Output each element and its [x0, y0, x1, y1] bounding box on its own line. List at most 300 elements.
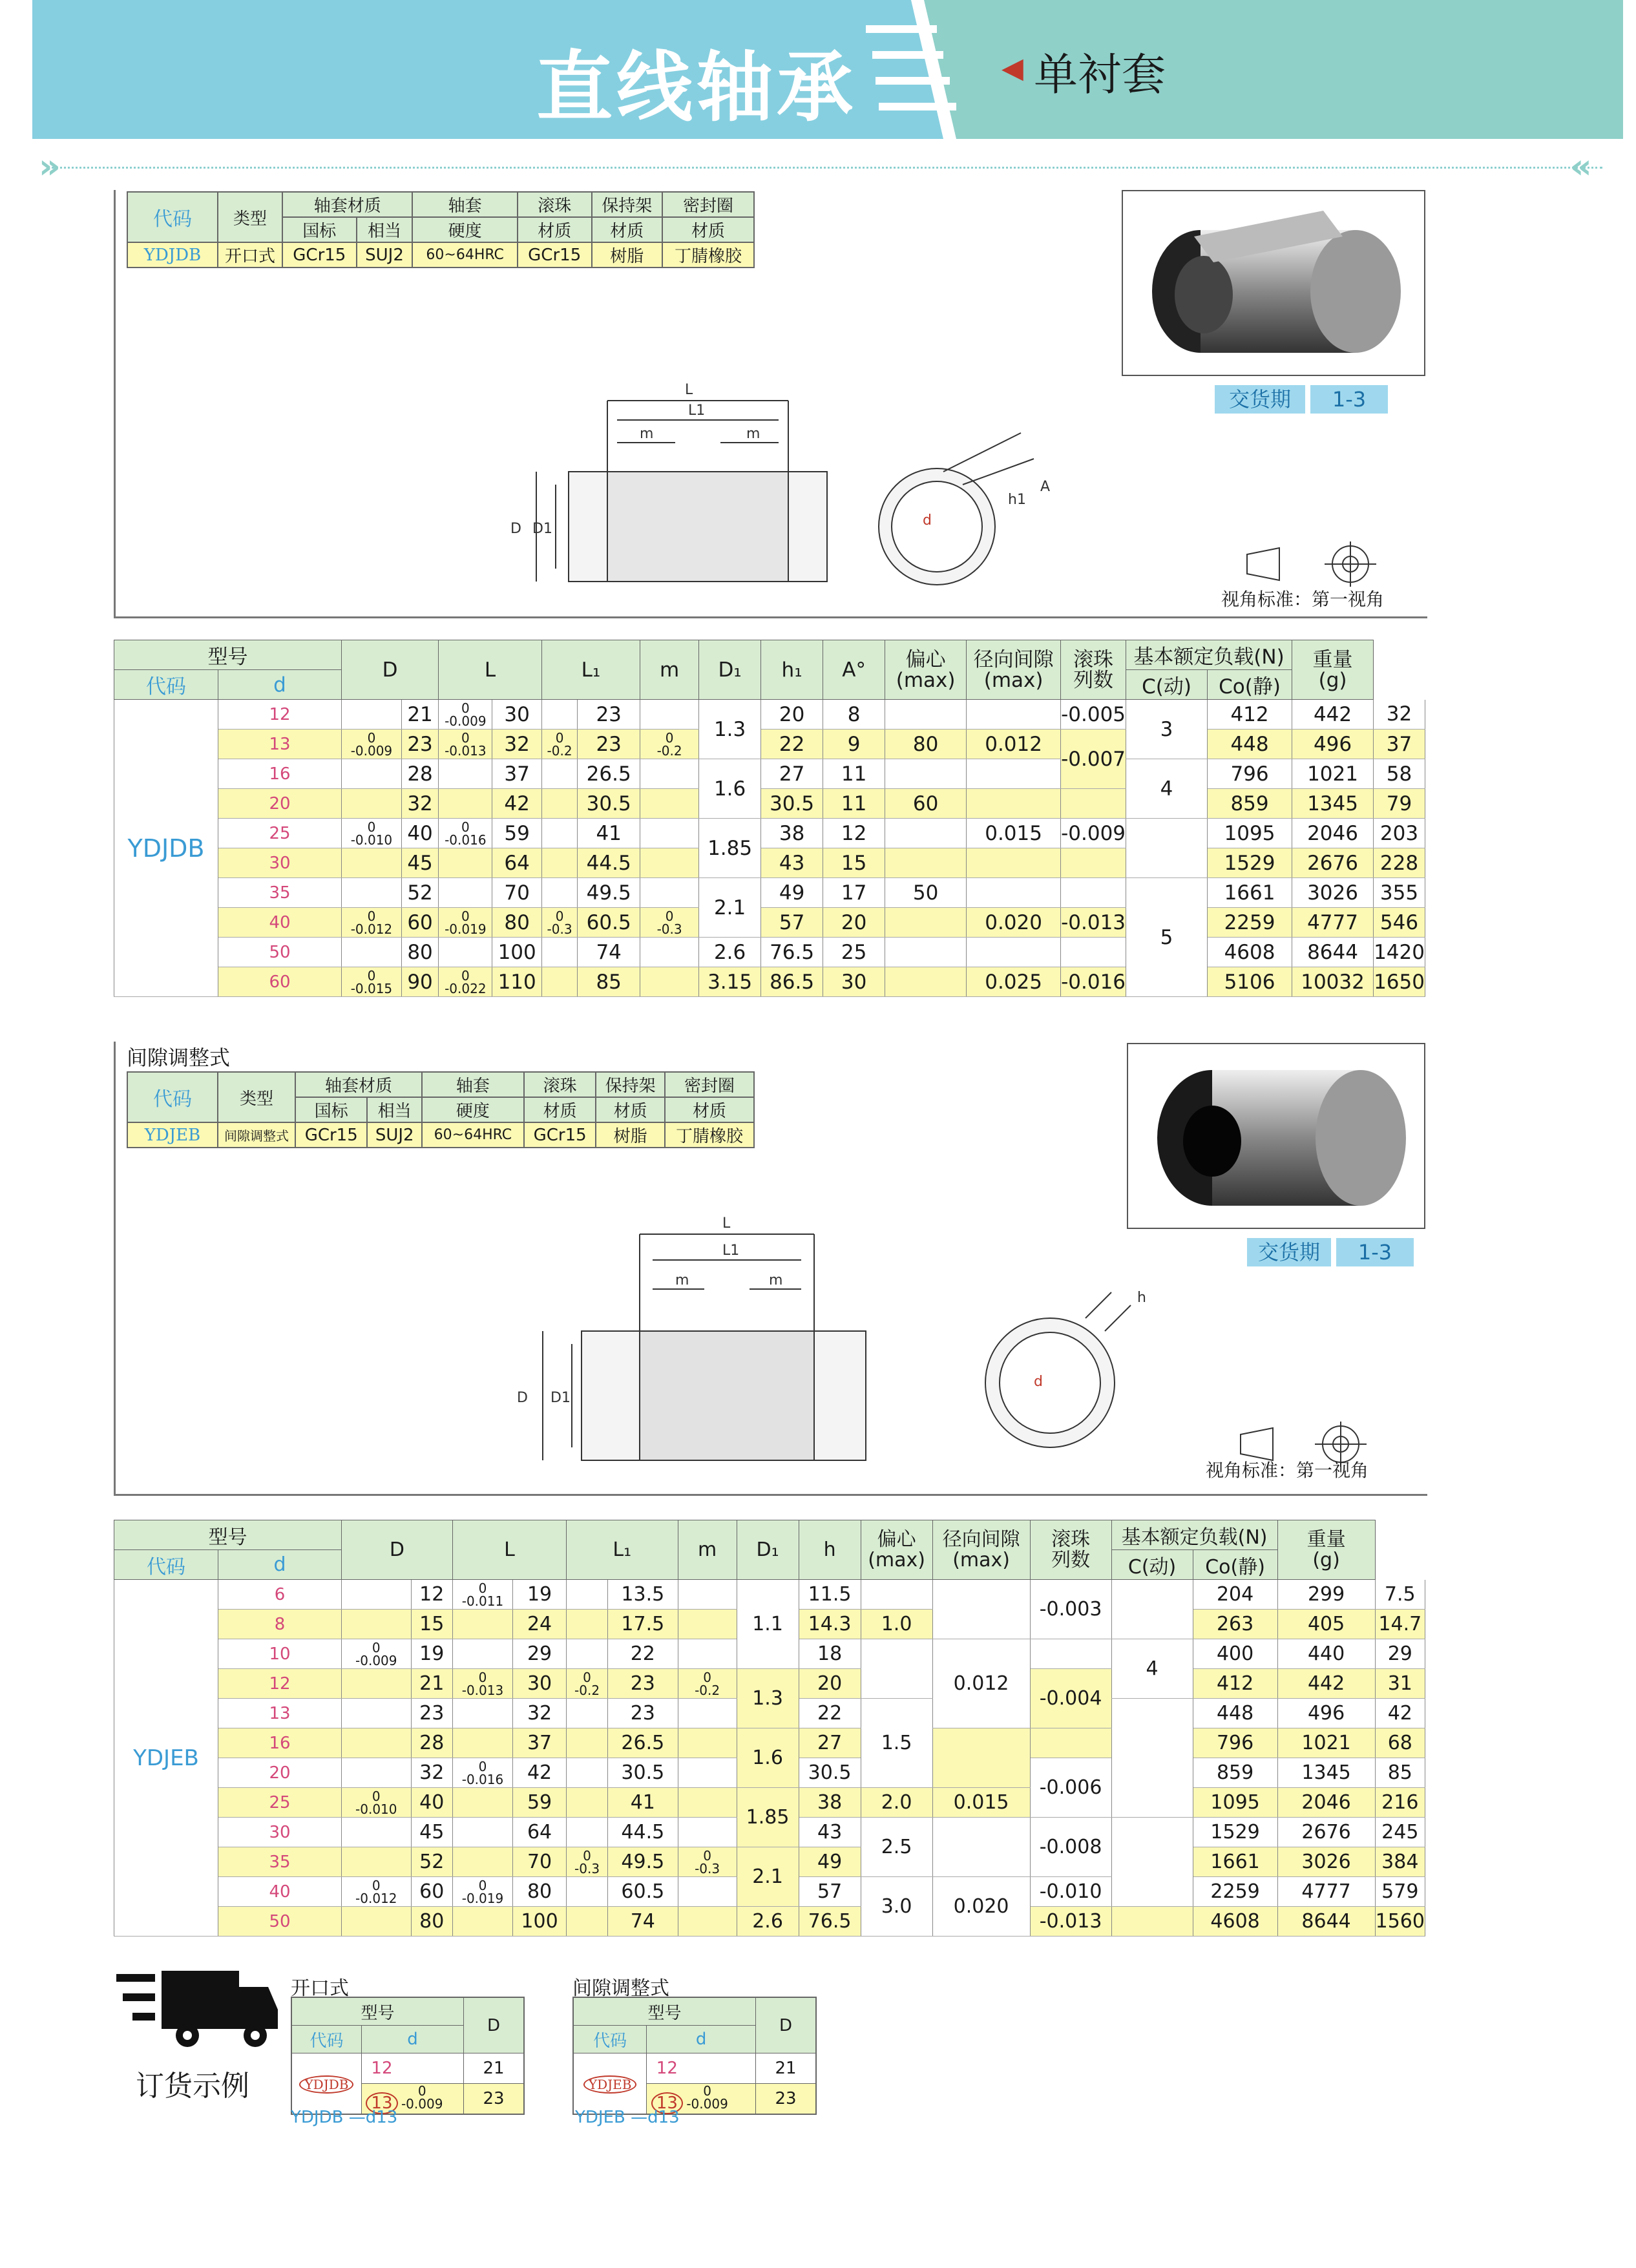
- mat2-type-head: 类型: [218, 1072, 295, 1122]
- cell-m: 1.6: [737, 1728, 799, 1788]
- tol-zero: 0: [555, 908, 564, 924]
- cell-L: 70: [492, 878, 541, 908]
- cell-C: 2259: [1193, 1877, 1277, 1907]
- cell-rad: [1061, 878, 1126, 908]
- th-rad-1: 径向间隙: [973, 647, 1054, 671]
- cell-L: 64: [513, 1818, 567, 1847]
- cell-C: 400: [1193, 1639, 1277, 1669]
- cell-Co: 2676: [1277, 1818, 1375, 1847]
- table-row: [114, 1847, 1425, 1877]
- cell-L1: 23: [608, 1669, 678, 1699]
- cell-L1: 30.5: [578, 789, 640, 819]
- mat-seal-head: 密封圈: [662, 192, 754, 217]
- cell-h1: 20: [823, 908, 885, 938]
- tol-value: -0.2: [574, 1682, 600, 1698]
- tol-d: [342, 848, 402, 878]
- dim-D1-1: D1: [532, 521, 552, 537]
- tol-D: [439, 878, 492, 908]
- delivery-value-1: 1-3: [1310, 385, 1388, 414]
- table-row: [114, 730, 1425, 759]
- mat2-sleeve-head: 轴套材质: [295, 1072, 422, 1097]
- cell-wt: 245: [1375, 1818, 1425, 1847]
- cell-wt: 203: [1374, 819, 1425, 848]
- cell-rows: [1111, 1907, 1193, 1937]
- cell-rad: [1061, 789, 1126, 819]
- cell-C: 1529: [1208, 848, 1292, 878]
- cell-L1: 44.5: [608, 1818, 678, 1847]
- th2-C: C(动): [1111, 1550, 1193, 1580]
- cell-d: 50: [218, 1907, 342, 1937]
- tol-zero: 0: [367, 819, 376, 835]
- cell-D: 60: [411, 1877, 452, 1907]
- dim-h1-1: h1: [1008, 492, 1026, 508]
- cell-L1: 74: [578, 938, 640, 967]
- cell-h1: 9: [823, 730, 885, 759]
- tol-L: [567, 1907, 608, 1937]
- cell-h1: 15: [823, 848, 885, 878]
- order-a-v1: 12: [371, 2059, 393, 2078]
- cell-ecc: [967, 789, 1061, 819]
- tol-L: [541, 819, 577, 848]
- tol-zero: 0: [478, 1669, 487, 1685]
- tol-L1: [640, 848, 699, 878]
- tol-d: [342, 1580, 412, 1610]
- table-row: [114, 819, 1425, 848]
- th2-m: m: [678, 1520, 737, 1580]
- cell-D1: 57: [799, 1877, 861, 1907]
- cell-Co: 2676: [1292, 848, 1374, 878]
- cell-ecc: [967, 938, 1061, 967]
- tol-D: [452, 1669, 512, 1699]
- cell-h: [861, 1580, 932, 1610]
- tol-L: [567, 1758, 608, 1788]
- order-a-stamp: YDJDB: [299, 2075, 353, 2094]
- table-row: [114, 1669, 1425, 1699]
- cell-C: 412: [1208, 700, 1292, 730]
- order-b-title: 间隙调整式: [572, 1977, 669, 2000]
- order-a-title: 开口式: [291, 1977, 349, 2000]
- th2-ecc-1: 偏心: [877, 1528, 916, 1551]
- th2-rad-1: 径向间隙: [942, 1528, 1020, 1551]
- cell-rad: -0.007: [1061, 730, 1126, 789]
- cell-Co: 10032: [1292, 967, 1374, 997]
- tol-L: [541, 938, 577, 967]
- cell-ecc: [967, 700, 1061, 730]
- cell-d: 8: [218, 1610, 342, 1639]
- tol-d: [342, 1788, 412, 1818]
- cell-d: 35: [218, 1847, 342, 1877]
- tol-value: -0.2: [547, 742, 572, 759]
- th2-D: D: [342, 1520, 453, 1580]
- th-model: 型号: [114, 640, 342, 670]
- dim-L-1: L: [685, 382, 693, 398]
- cell-D1: 38: [799, 1788, 861, 1818]
- spec-table-adjust: [114, 1520, 1425, 1937]
- cell-D1: 30.5: [799, 1758, 861, 1788]
- tol-value: -0.009: [355, 1652, 397, 1668]
- tol-zero: 0: [478, 1580, 487, 1596]
- cell-A: 50: [885, 878, 967, 908]
- tol-d: [342, 700, 402, 730]
- cell-D: 45: [401, 848, 438, 878]
- cell-L1: 26.5: [578, 759, 640, 789]
- cell-L: 59: [513, 1788, 567, 1818]
- cell-rad: [1061, 848, 1126, 878]
- cell-L1: 23: [578, 730, 640, 759]
- th-load: 基本额定负载(N): [1126, 640, 1292, 670]
- cell-rad: [1030, 1639, 1111, 1669]
- th2-L: L: [452, 1520, 566, 1580]
- tol-L1: [678, 1669, 737, 1699]
- tol-zero: 0: [367, 730, 376, 746]
- cell-d: 13: [218, 1699, 342, 1728]
- mat2-hard: 60~64HRC: [422, 1122, 524, 1148]
- order-b-result: YDJEB —d13: [575, 2108, 680, 2127]
- mat2-code: YDJEB: [127, 1122, 218, 1148]
- tol-L: [541, 878, 577, 908]
- cell-rad: -0.006: [1030, 1758, 1111, 1818]
- order-a-tz: 0: [417, 2083, 426, 2099]
- cell-h: 2.5: [861, 1818, 932, 1877]
- tol-zero: 0: [665, 908, 674, 924]
- cell-rad: -0.005: [1061, 700, 1126, 730]
- tol-L1: [640, 819, 699, 848]
- cell-m: 2.6: [699, 938, 761, 967]
- cell-d: 13: [218, 730, 342, 759]
- cell-L1: 41: [608, 1788, 678, 1818]
- tol-D: [439, 967, 492, 997]
- mat-cage: 树脂: [592, 242, 663, 268]
- tol-L1: [678, 1907, 737, 1937]
- cell-ecc: 0.012: [967, 730, 1061, 759]
- cell-rows: [1111, 1580, 1193, 1639]
- cell-L1: 60.5: [578, 908, 640, 938]
- cell-D1: 76.5: [799, 1907, 861, 1937]
- tol-D: [439, 759, 492, 789]
- order-a-tol: [401, 2084, 443, 2110]
- dim-m-1b: m: [746, 426, 760, 442]
- dim-A-1: A: [1040, 479, 1051, 495]
- tol-value: -0.009: [350, 742, 393, 759]
- cell-Co: 496: [1292, 730, 1374, 759]
- tol-value: -0.012: [355, 1890, 397, 1906]
- cell-A: [885, 819, 967, 848]
- cell-L: 100: [492, 938, 541, 967]
- product-photo-adjust: [1127, 1043, 1425, 1229]
- order-a-code: 代码: [291, 2026, 361, 2053]
- tol-L1: [678, 1639, 737, 1669]
- th-wt: [1292, 640, 1374, 700]
- table-row: [114, 759, 1425, 789]
- tol-zero: 0: [703, 1669, 711, 1685]
- cell-m: 2.6: [737, 1907, 799, 1937]
- tol-L1: [678, 1758, 737, 1788]
- series-code-2: YDJEB: [114, 1580, 218, 1937]
- cell-h1: 17: [823, 878, 885, 908]
- tol-d: [342, 789, 402, 819]
- tol-L: [541, 730, 577, 759]
- cell-L: 64: [492, 848, 541, 878]
- cell-C: 859: [1193, 1758, 1277, 1788]
- cell-rad: -0.010: [1030, 1877, 1111, 1907]
- tol-L1: [678, 1728, 737, 1758]
- th-ecc-1: 偏心: [905, 647, 946, 671]
- cell-d: 30: [218, 1818, 342, 1847]
- cell-Co: 3026: [1277, 1847, 1375, 1877]
- order-b-tz: 0: [703, 2083, 711, 2099]
- table-row: [114, 789, 1425, 819]
- tol-d: [342, 967, 402, 997]
- mat-code: YDJDB: [127, 242, 218, 268]
- cell-D1: 43: [799, 1818, 861, 1847]
- cell-C: 1095: [1193, 1788, 1277, 1818]
- tol-zero: 0: [461, 819, 470, 835]
- mat2-type: 间隙调整式: [218, 1122, 295, 1148]
- cell-C: 796: [1193, 1728, 1277, 1758]
- tol-zero: 0: [372, 1877, 381, 1893]
- cell-D1: 49: [799, 1847, 861, 1877]
- cell-ecc: [932, 1580, 1030, 1639]
- tol-L: [541, 789, 577, 819]
- tol-L1: [678, 1847, 737, 1877]
- cell-D1: 22: [799, 1699, 861, 1728]
- dim-d-2: d: [1034, 1374, 1043, 1390]
- dim-m-2a: m: [675, 1272, 689, 1288]
- mat-type-head: 类型: [218, 192, 282, 242]
- cell-ecc: 0.025: [967, 967, 1061, 997]
- cell-wt: 7.5: [1375, 1580, 1425, 1610]
- tol-zero: 0: [665, 730, 674, 746]
- cell-C: 448: [1193, 1699, 1277, 1728]
- th-D: D: [342, 640, 439, 700]
- cell-ecc: [967, 759, 1061, 789]
- cell-Co: 8644: [1292, 938, 1374, 967]
- mat-gb: GCr15: [282, 242, 357, 268]
- cell-Co: 405: [1277, 1610, 1375, 1639]
- cell-D: 28: [411, 1728, 452, 1758]
- th-d: d: [218, 670, 342, 700]
- cell-h1: 25: [823, 938, 885, 967]
- tol-zero: 0: [583, 1669, 591, 1685]
- page-title: 直线轴承: [536, 43, 857, 132]
- chevron-left-icon: «: [1570, 147, 1592, 186]
- dim-d-1: d: [923, 512, 932, 529]
- tol-D: [439, 908, 492, 938]
- product-photo-open: [1122, 190, 1425, 376]
- tol-value: -0.2: [695, 1682, 720, 1698]
- table-row: [114, 1788, 1425, 1818]
- th2-rad: [932, 1520, 1030, 1580]
- table-row: [114, 700, 1425, 730]
- cell-wt: 228: [1374, 848, 1425, 878]
- mat2-ballm-head: 材质: [524, 1097, 596, 1122]
- cell-h1: 8: [823, 700, 885, 730]
- mat-cagem-head: 材质: [592, 217, 663, 242]
- cell-D1: 11.5: [799, 1580, 861, 1610]
- cell-L1: 41: [578, 819, 640, 848]
- mat-ballm-head: 材质: [518, 217, 592, 242]
- th2-wt-1: 重量: [1306, 1528, 1346, 1551]
- cell-ecc: 0.012: [932, 1639, 1030, 1728]
- cell-m: 1.1: [737, 1580, 799, 1669]
- cell-rows: 3: [1126, 700, 1208, 759]
- dim-m-1a: m: [640, 426, 654, 442]
- cell-L1: 49.5: [608, 1847, 678, 1877]
- cell-ecc: [967, 878, 1061, 908]
- cell-h: 1.5: [861, 1699, 932, 1788]
- cell-C: 1095: [1208, 819, 1292, 848]
- th2-rows-2: 列数: [1051, 1548, 1091, 1571]
- th-rad-2: (max): [983, 668, 1043, 692]
- tol-d: [342, 730, 402, 759]
- tol-zero: 0: [478, 1877, 487, 1893]
- cell-L: 42: [492, 789, 541, 819]
- cell-D1: 30.5: [761, 789, 823, 819]
- cell-h1: 11: [823, 789, 885, 819]
- mat2-hard-head: 硬度: [422, 1097, 524, 1122]
- dim-D-1: D: [510, 521, 521, 537]
- cell-L: 80: [492, 908, 541, 938]
- cell-wt: 58: [1374, 759, 1425, 789]
- cell-h1: 12: [823, 819, 885, 848]
- cell-C: 1529: [1193, 1818, 1277, 1847]
- tol-d: [342, 1877, 412, 1907]
- cell-wt: 37: [1374, 730, 1425, 759]
- cell-ecc: 0.015: [932, 1788, 1030, 1818]
- th2-load: 基本额定负载(N): [1111, 1520, 1277, 1550]
- tol-L: [541, 908, 577, 938]
- table-row: [114, 1580, 1425, 1610]
- tol-L: [541, 967, 577, 997]
- cell-Co: 3026: [1292, 878, 1374, 908]
- cell-Co: 440: [1277, 1639, 1375, 1669]
- cell-ecc: 0.015: [967, 819, 1061, 848]
- order-a-D2: 23: [464, 2084, 525, 2115]
- cell-L: 110: [492, 967, 541, 997]
- order-b-table: [572, 1997, 817, 2115]
- tol-zero: 0: [372, 1788, 381, 1804]
- mat2-sealm-head: 材质: [665, 1097, 754, 1122]
- cell-wt: 85: [1375, 1758, 1425, 1788]
- cell-d: 60: [218, 967, 342, 997]
- cell-rows: 4: [1111, 1639, 1193, 1699]
- cell-Co: 4777: [1277, 1877, 1375, 1907]
- mat2-ball: GCr15: [524, 1122, 596, 1148]
- tol-L1: [640, 730, 699, 759]
- tol-value: -0.016: [445, 832, 487, 848]
- cell-C: 4608: [1193, 1907, 1277, 1937]
- section2-title: 间隙调整式: [127, 1045, 231, 1070]
- tol-L: [541, 848, 577, 878]
- mat-seal: 丁腈橡胶: [662, 242, 754, 268]
- cell-d: 12: [218, 700, 342, 730]
- mat-sealm-head: 材质: [662, 217, 754, 242]
- order-b-D2: 23: [756, 2084, 817, 2115]
- tol-D: [452, 1877, 512, 1907]
- cell-m: 3.15: [699, 967, 761, 997]
- drawing-adjust-type: [517, 1215, 1163, 1467]
- cell-Co: 496: [1277, 1699, 1375, 1728]
- cell-Co: 299: [1277, 1580, 1375, 1610]
- tol-zero: 0: [372, 1639, 381, 1655]
- th-ecc: [885, 640, 967, 700]
- tol-L1: [640, 938, 699, 967]
- cell-rad: [1030, 1728, 1111, 1758]
- cell-C: 263: [1193, 1610, 1277, 1639]
- cell-D: 21: [411, 1669, 452, 1699]
- cell-L: 30: [513, 1669, 567, 1699]
- tol-zero: 0: [703, 1847, 711, 1864]
- cell-L: 24: [513, 1610, 567, 1639]
- th2-L1: L₁: [567, 1520, 678, 1580]
- cell-L1: 13.5: [608, 1580, 678, 1610]
- mat-shaft-head: 轴套: [412, 192, 517, 217]
- cell-wt: 42: [1375, 1699, 1425, 1728]
- page-subtitle: 单衬套: [1034, 50, 1166, 101]
- cell-A: [885, 908, 967, 938]
- order-b-v2: 13: [651, 2092, 683, 2114]
- tol-D: [452, 1580, 512, 1610]
- mat2-code-head: 代码: [127, 1072, 218, 1122]
- cell-Co: 2046: [1292, 819, 1374, 848]
- cell-D1: 22: [761, 730, 823, 759]
- th-rad: [967, 640, 1061, 700]
- tol-value: -0.015: [350, 980, 393, 996]
- cell-L: 59: [492, 819, 541, 848]
- tol-L1: [678, 1580, 737, 1610]
- tol-value: -0.019: [445, 921, 487, 937]
- cell-m: 1.85: [737, 1788, 799, 1847]
- tol-value: -0.013: [461, 1682, 504, 1698]
- dim-D1-2: D1: [551, 1390, 571, 1406]
- cell-h: 3.0: [861, 1877, 932, 1937]
- tol-zero: 0: [583, 1847, 591, 1864]
- th-wt-2: (g): [1318, 668, 1347, 692]
- tol-D: [452, 1788, 512, 1818]
- mat2-eq: SUJ2: [367, 1122, 421, 1148]
- cell-D: 90: [401, 967, 438, 997]
- th-rows-2: 列数: [1073, 668, 1114, 692]
- tol-L: [567, 1610, 608, 1639]
- cell-C: 1661: [1193, 1847, 1277, 1877]
- table-row: [114, 967, 1425, 997]
- cell-rad: [1061, 938, 1126, 967]
- tol-L1: [640, 789, 699, 819]
- tol-d: [342, 1847, 412, 1877]
- th-code: 代码: [114, 670, 218, 700]
- tol-d: [342, 938, 402, 967]
- cell-wt: 355: [1374, 878, 1425, 908]
- cell-d: 12: [218, 1669, 342, 1699]
- order-a-v2: 13: [366, 2092, 397, 2114]
- cell-d: 16: [218, 1728, 342, 1758]
- cell-d: 40: [218, 908, 342, 938]
- mat2-gb-head: 国标: [295, 1097, 367, 1122]
- table-row: [114, 938, 1425, 967]
- tol-value: -0.011: [461, 1593, 504, 1609]
- cell-L: 32: [492, 730, 541, 759]
- cell-Co: 442: [1292, 700, 1374, 730]
- chevron-right-icon: »: [39, 147, 61, 186]
- cell-C: 2259: [1208, 908, 1292, 938]
- tol-value: -0.3: [547, 921, 572, 937]
- cell-L1: 30.5: [608, 1758, 678, 1788]
- tol-value: -0.013: [445, 742, 487, 759]
- cell-Co: 2046: [1277, 1788, 1375, 1818]
- cell-ecc: [932, 1818, 1030, 1877]
- cell-C: 448: [1208, 730, 1292, 759]
- th-L1: L₁: [541, 640, 640, 700]
